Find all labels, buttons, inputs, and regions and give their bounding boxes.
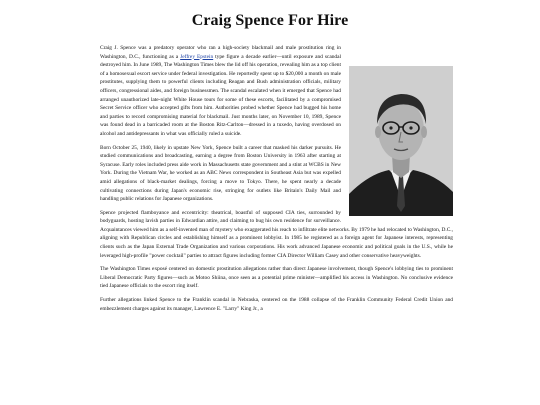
paragraph-1-text-b: type figure a decade earlier—until exposure and scandal destroyed him. In June 1989, The Washington Times blew the lid off his operation, revealing him as a top client of a homosexual escort service under federal investigation. He reportedly spent up to $20,000 a month on male prostitutes, supplying them to powerful clients including Reagan and Bush administration officials, military officers, congressional aides, and foreign businessmen. The scandal escalated when it emerged that Spence had arranged unauthorized late-night White House tours for some of these escorts, facilitated by a compromised Secret Service officer who accepted gifts from him. Authorities probed whether Spence had bugged his home and parties to record compromising material for blackmail. Just months later, on November 10, 1989, Spence was found dead in a barricaded room at the Boston Ritz-Carlton—dressed in a tuxedo, having overdosed on alcohol and antidepressants in what was officially ruled a suicide. (100, 53, 341, 137)
paragraph-3: Spence projected flamboyance and eccentricity: theatrical, boastful of supposed CIA ties, surrounded by bodyguards, hosting lavish parties in Edwardian attire, and claiming to bug his own residence for surveillance. Acquaintances viewed him as a self-invented man of mystery who exaggerated his reach to infiltrate elite networks. By 1979 he had relocated to Washington, D.C., aligning with Republican circles and establishing himself as a prominent lobbyist. In 1985 he registered as a foreign agent for Japanese interests, representing clients such as the Japan External Trade Organization and various corporations. His work advanced Japanese economic and political goals in the U.S., while he leveraged high-profile "power cocktail" parties to attract figures including former CIA Director William Casey and other conservative heavyweights. (100, 209, 453, 259)
epstein-link[interactable]: Jeffrey Epstein (180, 53, 214, 60)
paragraph-5: Further allegations linked Spence to the Franklin scandal in Nebraska, centered on the 1988 collapse of the Franklin Community Federal Credit Union and embezzlement charges against its manager, Lawrence E. "Larry" King Jr., a (100, 297, 453, 312)
article-body (100, 44, 453, 318)
paragraph-1-text-a: Craig J. Spence was a predatory operator who ran a high-society blackmail and male prostitution ring in Washington, D.C., functioning as a (100, 45, 341, 60)
paragraph-4: The Washington Times exposé centered on domestic prostitution allegations rather than direct Japanese involvement, though Spence's lobbying ties to prominent Liberal Democratic Party figures—such as Motoo Shiina, once seen as a potential prime minister—amplified his access in Washington. No conclusive evidence tied Japanese officials to the escort ring itself. (100, 266, 453, 290)
portrait-photo (349, 66, 453, 216)
portrait-icon (349, 66, 453, 216)
page-title: Craig Spence For Hire (191, 12, 349, 29)
paragraph-2: Born October 25, 1940, likely in upstate New York, Spence built a career that masked his darker pursuits. He studied communications and broadcasting, earning a degree from Boston University in 1963 after starting at Syracuse. Early roles included press aide work in Massachusetts state government and a stint at WCBS in New York. During the Vietnam War, he worked as an ABC News correspondent in Southeast Asia but was expelled amid allegations of black-market dealings, forcing a move to Tokyo. There, he spent nearly a decade cultivating connections during Japan's economic rise, stringing for outlets like Britain's Daily Mail and handling public relations for Japanese organizations. (100, 144, 341, 203)
